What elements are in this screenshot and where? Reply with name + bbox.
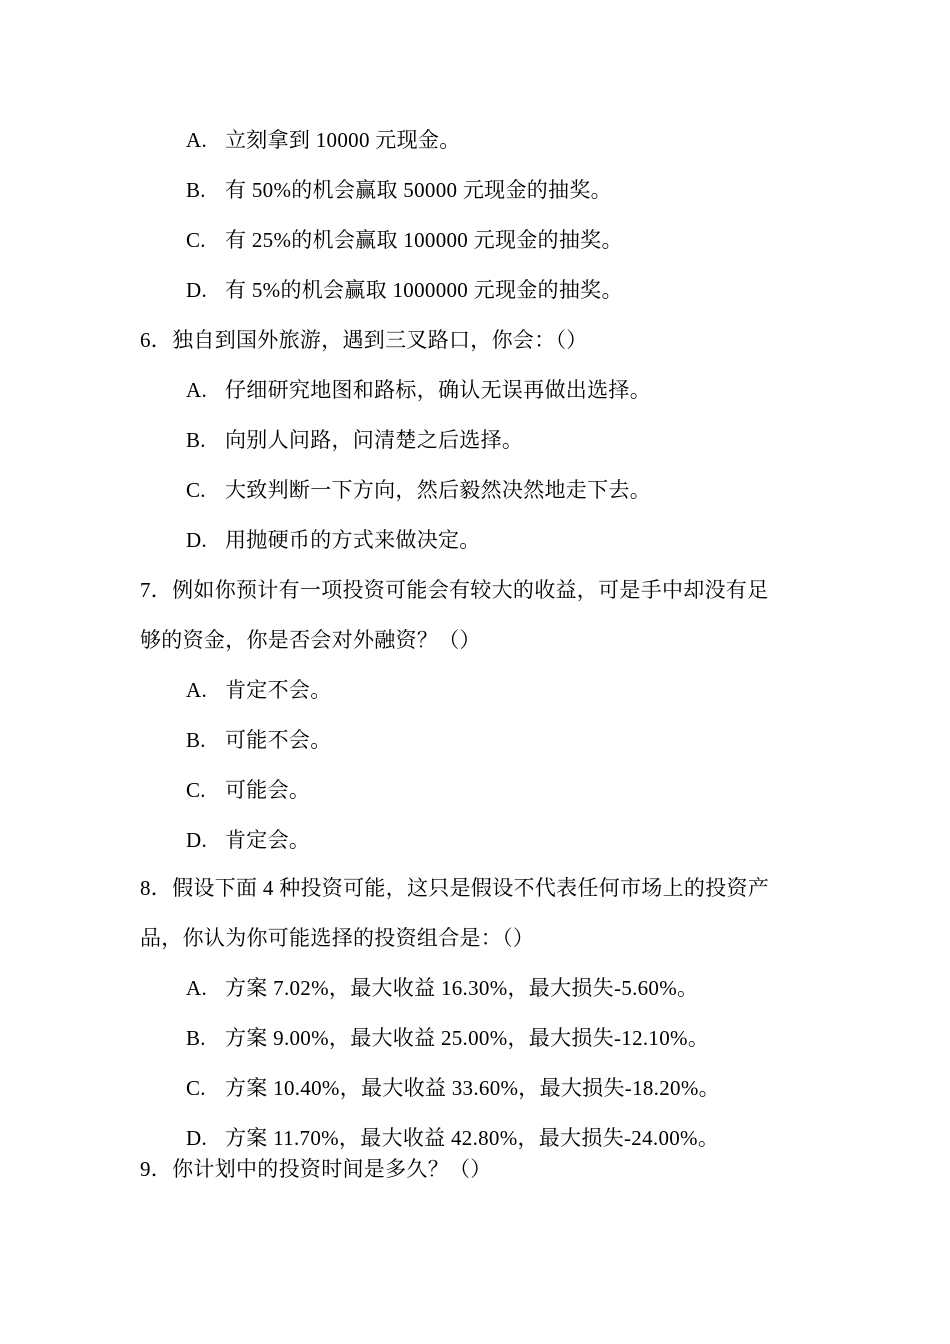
option-letter: A. <box>186 678 208 702</box>
q5-option-a <box>186 126 461 154</box>
q7-title-line2: 够的资金，你是否会对外融资？（） <box>140 628 481 652</box>
q8-option-a <box>186 974 698 1002</box>
option-text: 肯定会。 <box>225 828 311 852</box>
q6-title: 6．独自到国外旅游，遇到三叉路口，你会：（） <box>140 328 588 352</box>
option-text: 向别人问路，问清楚之后选择。 <box>225 428 524 452</box>
option-letter: D. <box>186 278 208 302</box>
option-text: 方案 10.40%，最大收益 33.60%，最大损失-18.20%。 <box>225 1076 720 1100</box>
q8-title-line1: 8．假设下面 4 种投资可能，这只是假设不代表任何市场上的投资产 <box>140 876 770 900</box>
option-text: 可能不会。 <box>225 728 332 752</box>
q6-option-d <box>186 526 481 554</box>
q8-option-b <box>186 1024 709 1052</box>
option-text: 仔细研究地图和路标，确认无误再做出选择。 <box>225 378 651 402</box>
q6-option-a <box>186 376 651 404</box>
q8-option-d <box>186 1124 719 1152</box>
option-text: 立刻拿到 10000 元现金。 <box>225 128 461 152</box>
option-letter: D. <box>186 528 208 552</box>
q5-option-b <box>186 176 612 204</box>
option-letter: B. <box>186 1026 206 1050</box>
option-letter: D. <box>186 1126 208 1150</box>
option-text: 大致判断一下方向，然后毅然决然地走下去。 <box>225 478 651 502</box>
option-text: 有 50%的机会赢取 50000 元现金的抽奖。 <box>225 178 612 202</box>
option-letter: B. <box>186 428 206 452</box>
q5-option-d <box>186 276 623 304</box>
option-letter: B. <box>186 728 206 752</box>
option-letter: A. <box>186 976 208 1000</box>
q8-option-c <box>186 1074 720 1102</box>
option-letter: A. <box>186 128 208 152</box>
q7-option-c <box>186 776 310 804</box>
option-text: 用抛硬币的方式来做决定。 <box>225 528 481 552</box>
q6-option-c <box>186 476 651 504</box>
option-letter: C. <box>186 478 206 502</box>
option-letter: D. <box>186 828 208 852</box>
option-letter: B. <box>186 178 206 202</box>
q7-option-b <box>186 726 332 754</box>
option-text: 肯定不会。 <box>225 678 332 702</box>
option-text: 方案 9.00%，最大收益 25.00%，最大损失-12.10%。 <box>225 1026 710 1050</box>
option-letter: C. <box>186 778 206 802</box>
q7-option-d <box>186 826 310 854</box>
option-text: 方案 11.70%，最大收益 42.80%，最大损失-24.00%。 <box>225 1126 720 1150</box>
q8-title-line2: 品，你认为你可能选择的投资组合是：（） <box>140 926 535 950</box>
q9-title: 9．你计划中的投资时间是多久？（） <box>140 1157 492 1181</box>
q7-title-line1: 7．例如你预计有一项投资可能会有较大的收益，可是手中却没有足 <box>140 578 769 602</box>
q6-option-b <box>186 426 523 454</box>
option-letter: C. <box>186 1076 206 1100</box>
option-text: 方案 7.02%，最大收益 16.30%，最大损失-5.60%。 <box>225 976 699 1000</box>
option-letter: A. <box>186 378 208 402</box>
option-text: 可能会。 <box>225 778 311 802</box>
q7-option-a <box>186 676 332 704</box>
option-letter: C. <box>186 228 206 252</box>
option-text: 有 5%的机会赢取 1000000 元现金的抽奖。 <box>225 278 623 302</box>
option-text: 有 25%的机会赢取 100000 元现金的抽奖。 <box>225 228 623 252</box>
q5-option-c <box>186 226 623 254</box>
